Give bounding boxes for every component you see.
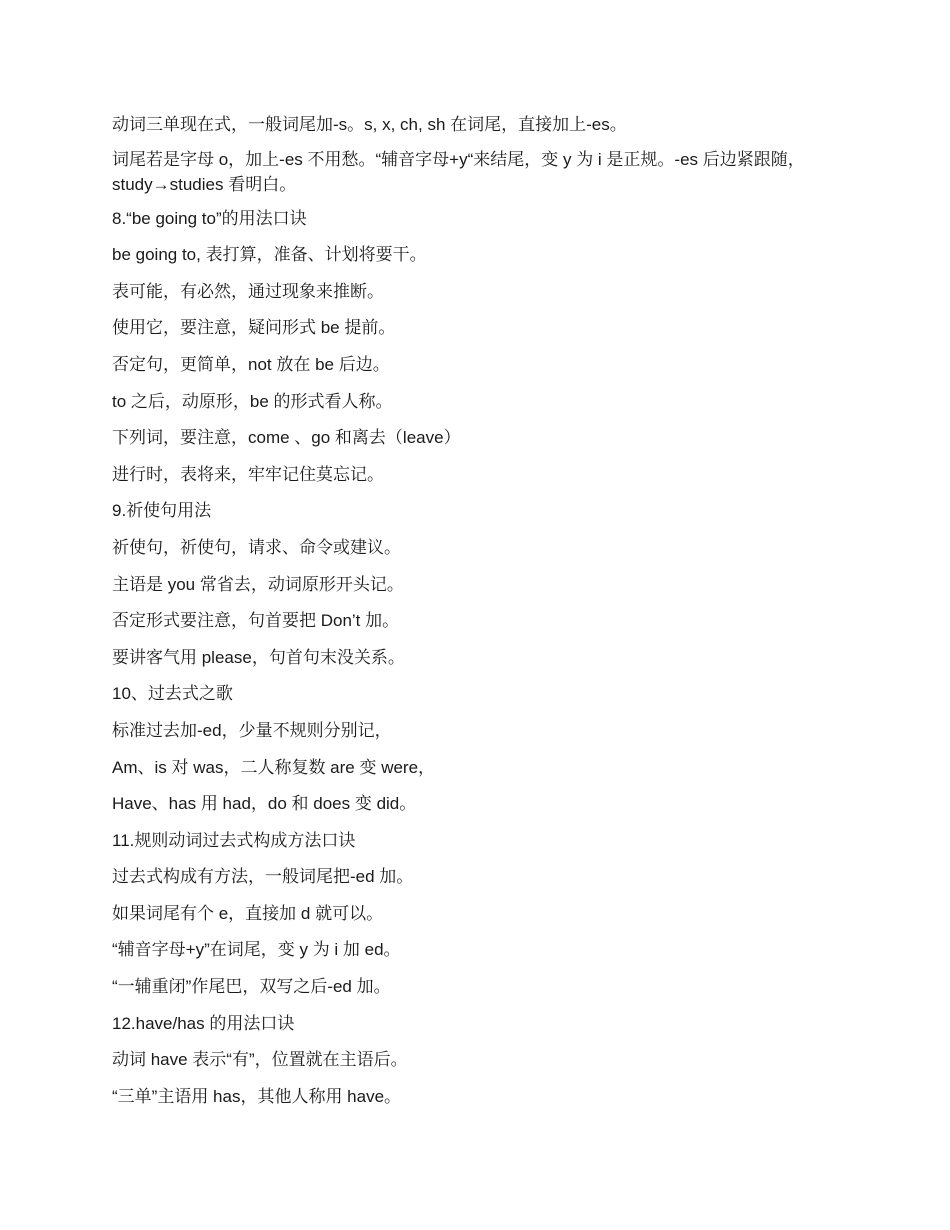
text-line: 动词 have 表示“有”，位置就在主语后。 — [112, 1050, 408, 1070]
section-heading: 9.祈使句用法 — [112, 501, 212, 521]
text-line: 祈使句，祈使句，请求、命令或建议。 — [112, 537, 401, 557]
text-line: 标准过去加-ed，少量不规则分别记， — [112, 720, 392, 740]
text-line: 主语是 you 常省去，动词原形开头记。 — [112, 574, 404, 594]
text-line: 进行时，表将来，牢牢记住莫忘记。 — [112, 464, 384, 484]
text-line: 下列词，要注意，come 、go 和离去（leave） — [112, 428, 461, 448]
text-line: 过去式构成有方法，一般词尾把-ed 加。 — [112, 867, 414, 887]
text-line: be going to, 表打算，准备、计划将要干。 — [112, 245, 427, 265]
text-line: 要讲客气用 please，句首句末没关系。 — [112, 647, 405, 667]
document-body — [112, 110, 832, 1118]
section-heading: 8.“be going to”的用法口诀 — [112, 208, 307, 228]
text-line: Have、has 用 had，do 和 does 变 did。 — [112, 794, 417, 814]
text-line: “辅音字母+y”在词尾，变 y 为 i 加 ed。 — [112, 940, 401, 960]
section-heading: 10、过去式之歌 — [112, 684, 233, 704]
text-line: 使用它，要注意，疑问形式 be 提前。 — [112, 318, 396, 338]
text-line: 表可能，有必然，通过现象来推断。 — [112, 281, 384, 301]
text-line: Am、is 对 was，二人称复数 are 变 were， — [112, 757, 436, 777]
text-line: 否定句，更简单，not 放在 be 后边。 — [112, 354, 390, 374]
text-line: 动词三单现在式，一般词尾加-s。s, x, ch, sh 在词尾，直接加上-es。 — [112, 115, 627, 134]
text-line: “三单”主语用 has，其他人称用 have。 — [112, 1086, 402, 1106]
section-heading: 11.规则动词过去式构成方法口诀 — [112, 830, 356, 850]
text-line: 如果词尾有个 e，直接加 d 就可以。 — [112, 903, 384, 923]
text-line: “一辅重闭”作尾巴，双写之后-ed 加。 — [112, 977, 391, 997]
text-paragraph: 词尾若是字母 o，加上-es 不用愁。“辅音字母+y“来结尾，变 y 为 i 是正规。-es 后边紧跟随，study→studies 看明白。 — [112, 149, 805, 194]
text-line: to 之后，动原形，be 的形式看人称。 — [112, 391, 393, 411]
section-heading: 12.have/has 的用法口诀 — [112, 1013, 295, 1033]
text-line: 否定形式要注意，句首要把 Don’t 加。 — [112, 611, 400, 631]
